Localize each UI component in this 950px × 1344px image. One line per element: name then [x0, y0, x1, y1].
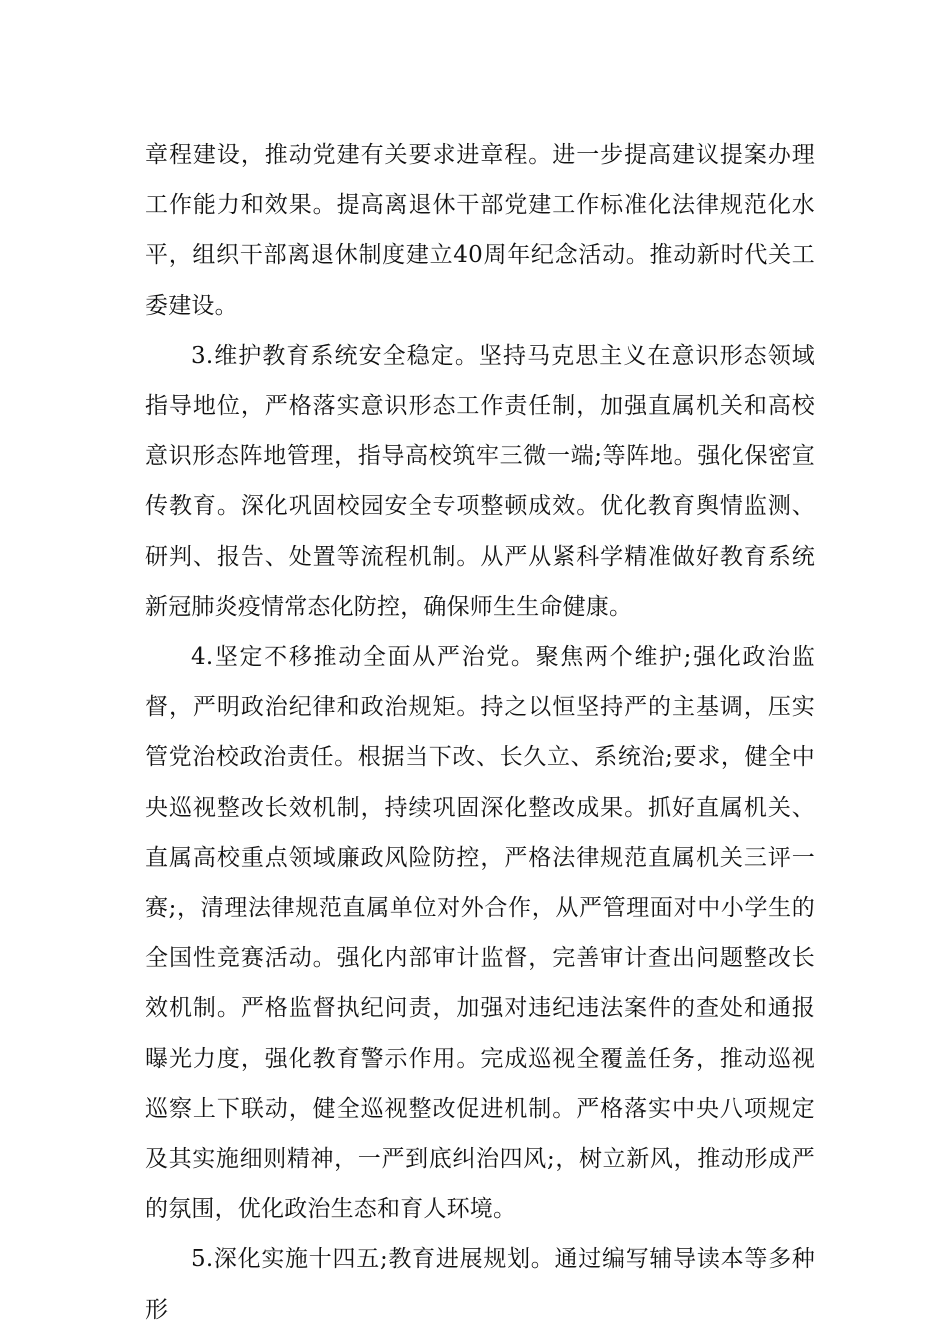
document-body [145, 130, 815, 1335]
paragraph-item-5: 5.深化实施十四五;教育进展规划。通过编写辅导读本等多种形 [145, 1246, 815, 1323]
paragraph-item-4: 4.坚定不移推动全面从严治党。聚焦两个维护;强化政治监督，严明政治纪律和政治规矩。持之以恒坚持严的主基调，压实管党治校政治责任。根据当下改、长久立、系统治;要求，健全中央巡视整改长效机制，持续巩固深化整改成果。抓好直属机关、直属高校重点领域廉政风险防控，严格法律规范直属机关三评一赛;，清理法律规范直属单位对外合作，从严管理面对中小学生的全国性竞赛活动。强化内部审计监督，完善审计查出问题整改长效机制。严格监督执纪问责，加强对违纪违法案件的查处和通报曝光力度，强化教育警示作用。完成巡视全覆盖任务，推动巡视巡察上下联动，健全巡视整改促进机制。严格落实中央八项规定及其实施细则精神，一严到底纠治四风;，树立新风，推动形成严的氛围，优化政治生态和育人环境。 [145, 644, 815, 1223]
paragraph-item-3: 3.维护教育系统安全稳定。坚持马克思主义在意识形态领域指导地位，严格落实意识形态工作责任制，加强直属机关和高校意识形态阵地管理，指导高校筑牢三微一端;等阵地。强化保密宣传教育。深化巩固校园安全专项整顿成效。优化教育舆情监测、研判、报告、处置等流程机制。从严从紧科学精准做好教育系统新冠肺炎疫情常态化防控，确保师生生命健康。 [145, 342, 815, 620]
paragraph-continuation: 章程建设，推动党建有关要求进章程。进一步提高建议提案办理工作能力和效果。提高离退休干部党建工作标准化法律规范化水平，组织干部离退休制度建立40周年纪念活动。推动新时代关工委建设。 [145, 142, 815, 319]
